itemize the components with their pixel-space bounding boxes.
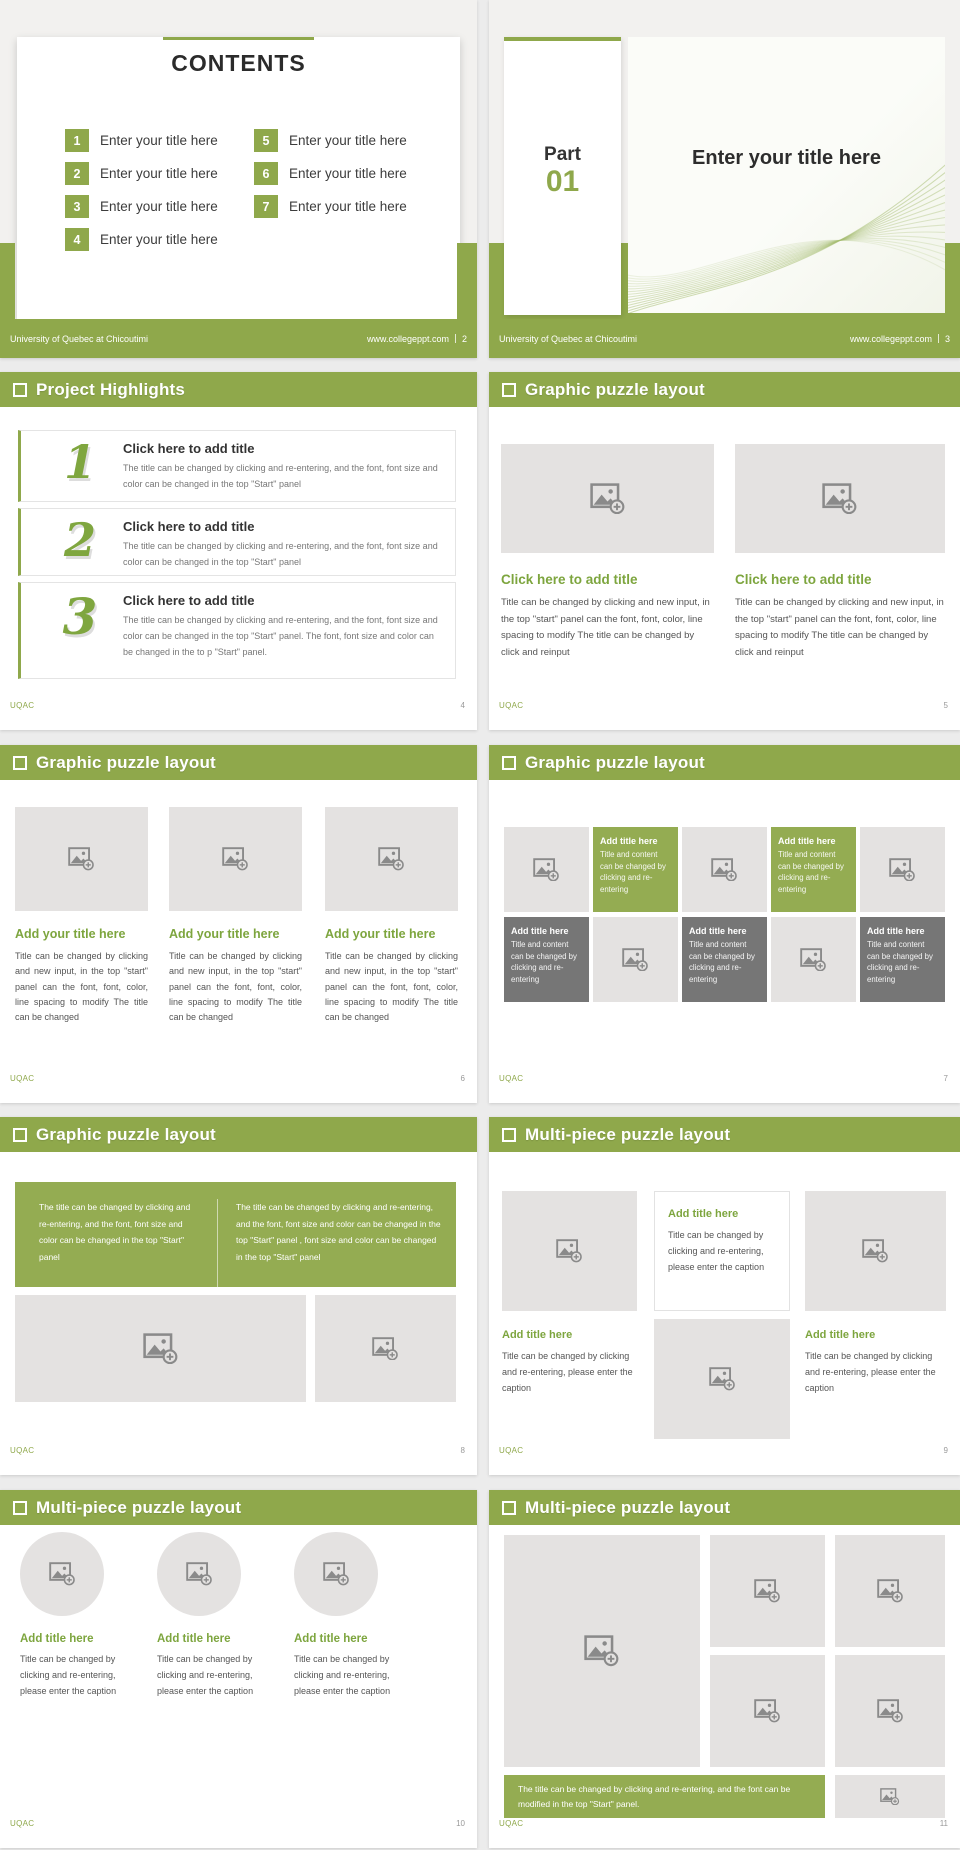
image-placeholder-icon xyxy=(711,858,738,882)
column-title: Add title here xyxy=(20,1633,94,1645)
image-placeholder xyxy=(771,917,856,1002)
slide-header-band xyxy=(0,372,477,407)
image-placeholder xyxy=(325,807,458,911)
image-placeholder-icon xyxy=(754,1579,781,1603)
slide-multipiece-3col xyxy=(489,1117,960,1475)
slide-footer-band xyxy=(0,319,477,358)
footer-site xyxy=(367,334,467,344)
footer-uqac: UQAC xyxy=(10,1074,35,1083)
slide-footer xyxy=(10,1074,465,1083)
image-placeholder xyxy=(735,444,945,553)
part-card xyxy=(504,37,621,315)
footer-separator xyxy=(938,334,939,343)
image-placeholder xyxy=(710,1535,825,1647)
column-title: Add your title here xyxy=(325,927,436,941)
toc-label: Enter your title here xyxy=(289,199,407,214)
image-placeholder-small xyxy=(835,1775,945,1818)
tile-body: Title and content can be changed by clicking and re-entering xyxy=(867,940,933,985)
image-placeholder xyxy=(593,917,678,1002)
slide-header-band xyxy=(0,745,477,780)
image-placeholder-icon xyxy=(754,1699,781,1723)
column-body: Title can be changed by clicking and re-entering, please enter the caption xyxy=(294,1654,391,1697)
green-corner-bar-left xyxy=(0,243,15,319)
image-placeholder-icon xyxy=(862,1239,889,1263)
slide-graphic-puzzle-2col xyxy=(489,372,960,730)
contents-column-right xyxy=(254,129,407,228)
toc-number-badge: 5 xyxy=(254,129,278,152)
slide-header-title: Graphic puzzle layout xyxy=(525,752,705,772)
column-title: Click here to add title xyxy=(735,572,872,587)
image-placeholder-large xyxy=(504,1535,700,1767)
tile-body: Title and content can be changed by clicking and re-entering xyxy=(689,940,755,985)
slide-header-band xyxy=(489,745,960,780)
circle-image-placeholder xyxy=(157,1532,241,1616)
circle-image-placeholder xyxy=(294,1532,378,1616)
square-bullet-icon xyxy=(502,1501,516,1515)
footer-page-number: 11 xyxy=(939,1819,948,1828)
column-body: Title can be changed by clicking and re-entering, please enter the caption xyxy=(502,1351,633,1394)
slide-header-band xyxy=(0,1117,477,1152)
footer-uqac: UQAC xyxy=(499,1074,524,1083)
image-placeholder-icon xyxy=(143,1333,179,1365)
slide-contents xyxy=(0,0,477,358)
image-placeholder-icon xyxy=(68,847,95,871)
toc-item xyxy=(254,129,407,152)
image-placeholder-icon xyxy=(877,1699,904,1723)
column-title: Add title here xyxy=(294,1633,368,1645)
slide-footer xyxy=(499,701,948,710)
column-body: Title can be changed by clicking and new input, in the top "start" panel can the font, font, color, line spacing to modify The title can be changed xyxy=(15,951,148,1023)
footer-page-number: 4 xyxy=(460,701,465,710)
square-bullet-icon xyxy=(502,756,516,770)
section-title: Enter your title here xyxy=(692,147,881,169)
green-caption-bar: The title can be changed by clicking and re-entering, and the font can be modified in the top "Start" panel. xyxy=(504,1775,825,1818)
slide-header-title: Graphic puzzle layout xyxy=(525,379,705,399)
footer-uqac: UQAC xyxy=(10,1446,35,1455)
image-placeholder-icon xyxy=(222,847,249,871)
toc-item xyxy=(65,162,218,185)
image-placeholder xyxy=(169,807,302,911)
puzzle-text-tile-dark xyxy=(504,917,589,1002)
column-body: Title can be changed by clicking and new input, in the top "start" panel can the font, font, color, line spacing to modify The title can be changed xyxy=(169,951,302,1023)
image-placeholder xyxy=(860,827,945,912)
footer-university: University of Quebec at Chicoutimi xyxy=(499,333,638,344)
puzzle-column xyxy=(805,1191,946,1397)
slide-footer xyxy=(10,1819,465,1828)
text-card xyxy=(654,1191,790,1311)
image-placeholder-icon xyxy=(880,1788,900,1806)
highlight-body: The title can be changed by clicking and re-entering, and the font, font size and color can be changed in the top "Start" panel. The font, font size and color can be changed in the to p "Start" panel. xyxy=(123,615,438,658)
part-title-panel xyxy=(628,37,945,313)
slide-footer xyxy=(499,1819,948,1828)
highlight-title: Click here to add title xyxy=(123,519,255,534)
slide-header-title: Graphic puzzle layout xyxy=(36,1124,216,1144)
slide-multipiece-circles xyxy=(0,1490,477,1848)
wave-decoration-graphic xyxy=(628,153,945,313)
image-placeholder-icon xyxy=(709,1367,736,1391)
footer-url: www.collegeppt.com xyxy=(849,333,932,344)
image-placeholder xyxy=(682,827,767,912)
footer-page-number: 10 xyxy=(456,1819,465,1828)
image-placeholder xyxy=(835,1535,945,1647)
footer-university: University of Quebec at Chicoutimi xyxy=(10,333,149,344)
toc-item xyxy=(65,228,218,251)
part-number: 01 xyxy=(545,165,580,198)
slide-header-title: Multi-piece puzzle layout xyxy=(36,1497,242,1517)
highlight-title: Click here to add title xyxy=(123,441,255,456)
slide-graphic-puzzle-greenbox xyxy=(0,1117,477,1475)
tile-body: Title and content can be changed by clicking and re-entering xyxy=(778,850,844,895)
puzzle-column xyxy=(15,807,148,1025)
highlight-body: The title can be changed by clicking and re-entering, and the font, font size and color can be changed in the top "Start" panel xyxy=(123,541,438,568)
column-title: Add title here xyxy=(805,1329,876,1341)
puzzle-grid xyxy=(504,827,945,1002)
tile-title: Add title here xyxy=(867,926,925,936)
image-placeholder xyxy=(835,1655,945,1767)
toc-number-badge: 3 xyxy=(65,195,89,218)
footer-uqac: UQAC xyxy=(10,1819,35,1828)
image-placeholder xyxy=(15,807,148,911)
slide-multipiece-collage xyxy=(489,1490,960,1848)
tile-title: Add title here xyxy=(600,836,658,846)
tile-body: Title and content can be changed by clicking and re-entering xyxy=(600,850,666,895)
column-title: Add title here xyxy=(157,1633,231,1645)
slide-footer xyxy=(10,1446,465,1455)
footer-uqac: UQAC xyxy=(10,701,35,710)
footer-uqac: UQAC xyxy=(499,1819,524,1828)
square-bullet-icon xyxy=(13,383,27,397)
square-bullet-icon xyxy=(13,756,27,770)
image-placeholder xyxy=(504,827,589,912)
puzzle-column xyxy=(20,1532,136,1700)
square-bullet-icon xyxy=(502,1128,516,1142)
highlight-title: Click here to add title xyxy=(123,593,255,608)
square-bullet-icon xyxy=(13,1501,27,1515)
column-body: Title can be changed by clicking and new input, in the top "start" panel can the font, font, color, line spacing to modify The title can be changed by click and reinput xyxy=(501,597,710,658)
green-overline xyxy=(163,37,314,40)
card-title: Add title here xyxy=(668,1208,739,1220)
highlight-item xyxy=(18,582,456,679)
footer-uqac: UQAC xyxy=(499,1446,524,1455)
image-placeholder-icon xyxy=(556,1239,583,1263)
toc-number-badge: 2 xyxy=(65,162,89,185)
green-box-text-right: The title can be changed by clicking and re-entering, and the font, font size and color can be changed in the top "Start" panel , font size and color can be changed in the top "Start" panel xyxy=(217,1199,442,1287)
tile-title: Add title here xyxy=(778,836,836,846)
toc-label: Enter your title here xyxy=(100,133,218,148)
toc-item xyxy=(254,162,407,185)
image-placeholder xyxy=(502,1191,637,1311)
toc-label: Enter your title here xyxy=(100,166,218,181)
slide-header-title: Graphic puzzle layout xyxy=(36,752,216,772)
slide-footer-band xyxy=(489,319,960,358)
column-body: Title can be changed by clicking and new input, in the top "start" panel can the font, font, color, line spacing to modify The title can be changed xyxy=(325,951,458,1023)
image-placeholder-icon xyxy=(49,1562,76,1586)
image-placeholder-icon xyxy=(584,1635,620,1667)
slide-graphic-puzzle-3col xyxy=(0,745,477,1103)
slide-header-title: Multi-piece puzzle layout xyxy=(525,1124,731,1144)
image-placeholder-icon xyxy=(372,1337,399,1361)
image-placeholder xyxy=(315,1295,456,1402)
green-box-text-left: The title can be changed by clicking and re-entering, and the font, font size and color can be changed in the top "Start" panel xyxy=(39,1202,191,1262)
highlight-item xyxy=(18,430,456,502)
footer-page-number: 6 xyxy=(460,1074,465,1083)
footer-site xyxy=(850,334,950,344)
slide-footer xyxy=(499,1074,948,1083)
column-title: Add your title here xyxy=(15,927,126,941)
slide-project-highlights xyxy=(0,372,477,730)
column-title: Click here to add title xyxy=(501,572,638,587)
contents-title: CONTENTS xyxy=(171,50,306,76)
puzzle-column xyxy=(735,444,945,662)
puzzle-text-tile-green xyxy=(771,827,856,912)
image-placeholder-icon xyxy=(378,847,405,871)
card-body: Title can be changed by clicking and re-entering, please enter the caption xyxy=(668,1230,765,1273)
green-text-box xyxy=(15,1182,456,1287)
toc-number-badge: 7 xyxy=(254,195,278,218)
image-placeholder-icon xyxy=(622,948,649,972)
toc-item xyxy=(65,195,218,218)
column-title: Add your title here xyxy=(169,927,280,941)
puzzle-column xyxy=(502,1191,637,1397)
footer-separator xyxy=(455,334,456,343)
tile-title: Add title here xyxy=(689,926,747,936)
circle-image-placeholder xyxy=(20,1532,104,1616)
image-placeholder-icon xyxy=(533,858,560,882)
toc-number-badge: 1 xyxy=(65,129,89,152)
toc-label: Enter your title here xyxy=(289,133,407,148)
puzzle-text-tile-green xyxy=(593,827,678,912)
image-placeholder-icon xyxy=(800,948,827,972)
toc-number-badge: 4 xyxy=(65,228,89,251)
square-bullet-icon xyxy=(502,383,516,397)
toc-label: Enter your title here xyxy=(289,166,407,181)
footer-page-number: 7 xyxy=(943,1074,948,1083)
slide-header-band xyxy=(489,1490,960,1525)
puzzle-column xyxy=(294,1532,410,1700)
column-body: Title can be changed by clicking and new input, in the top "start" panel can the font, font, color, line spacing to modify The title can be changed by click and reinput xyxy=(735,597,944,658)
image-placeholder xyxy=(710,1655,825,1767)
footer-page-number: 3 xyxy=(944,333,950,344)
slide-footer xyxy=(10,701,465,710)
puzzle-column xyxy=(325,807,458,1025)
footer-page-number: 5 xyxy=(943,701,948,710)
contents-column-left xyxy=(65,129,218,261)
slide-header-band xyxy=(489,372,960,407)
image-placeholder xyxy=(654,1319,790,1439)
image-placeholder xyxy=(501,444,714,553)
image-placeholder xyxy=(15,1295,306,1402)
column-body: Title can be changed by clicking and re-entering, please enter the caption xyxy=(20,1654,117,1697)
highlight-item xyxy=(18,508,456,576)
slide-footer xyxy=(499,1446,948,1455)
image-placeholder-icon xyxy=(877,1579,904,1603)
puzzle-column xyxy=(501,444,714,662)
highlight-body: The title can be changed by clicking and re-entering, and the font, font size and color can be changed in the top "Start" panel xyxy=(123,463,438,490)
column-body: Title can be changed by clicking and re-entering, please enter the caption xyxy=(805,1351,936,1394)
footer-page-number: 9 xyxy=(943,1446,948,1455)
footer-page-number: 8 xyxy=(460,1446,465,1455)
highlight-number: 3 xyxy=(62,587,98,646)
footer-page-number: 2 xyxy=(461,333,467,344)
puzzle-text-tile-dark xyxy=(682,917,767,1002)
toc-label: Enter your title here xyxy=(100,232,218,247)
slide-part-divider xyxy=(489,0,960,358)
puzzle-text-tile-dark xyxy=(860,917,945,1002)
slide-header-title: Multi-piece puzzle layout xyxy=(525,1497,731,1517)
puzzle-column xyxy=(157,1532,273,1700)
contents-card xyxy=(17,37,460,319)
green-corner-bar-right xyxy=(457,243,477,319)
image-placeholder-icon xyxy=(323,1562,350,1586)
toc-item xyxy=(254,195,407,218)
puzzle-column xyxy=(169,807,302,1025)
footer-url: www.collegeppt.com xyxy=(366,333,449,344)
toc-item xyxy=(65,129,218,152)
highlight-number: 2 xyxy=(63,513,96,567)
footer-uqac: UQAC xyxy=(499,701,524,710)
highlight-number: 1 xyxy=(63,435,96,489)
tile-title: Add title here xyxy=(511,926,569,936)
image-placeholder-icon xyxy=(186,1562,213,1586)
square-bullet-icon xyxy=(13,1128,27,1142)
image-placeholder-icon xyxy=(590,483,626,515)
toc-number-badge: 6 xyxy=(254,162,278,185)
tile-body: Title and content can be changed by clicking and re-entering xyxy=(511,940,577,985)
column-body: Title can be changed by clicking and re-entering, please enter the caption xyxy=(157,1654,254,1697)
slide-header-band xyxy=(489,1117,960,1152)
part-label: Part xyxy=(544,144,581,165)
slide-header-band xyxy=(0,1490,477,1525)
column-title: Add title here xyxy=(502,1329,573,1341)
slide-graphic-puzzle-mosaic xyxy=(489,745,960,1103)
image-placeholder-icon xyxy=(822,483,858,515)
toc-label: Enter your title here xyxy=(100,199,218,214)
image-placeholder-icon xyxy=(889,858,916,882)
puzzle-column xyxy=(654,1191,790,1439)
image-placeholder xyxy=(805,1191,946,1311)
slide-header-title: Project Highlights xyxy=(36,379,186,399)
